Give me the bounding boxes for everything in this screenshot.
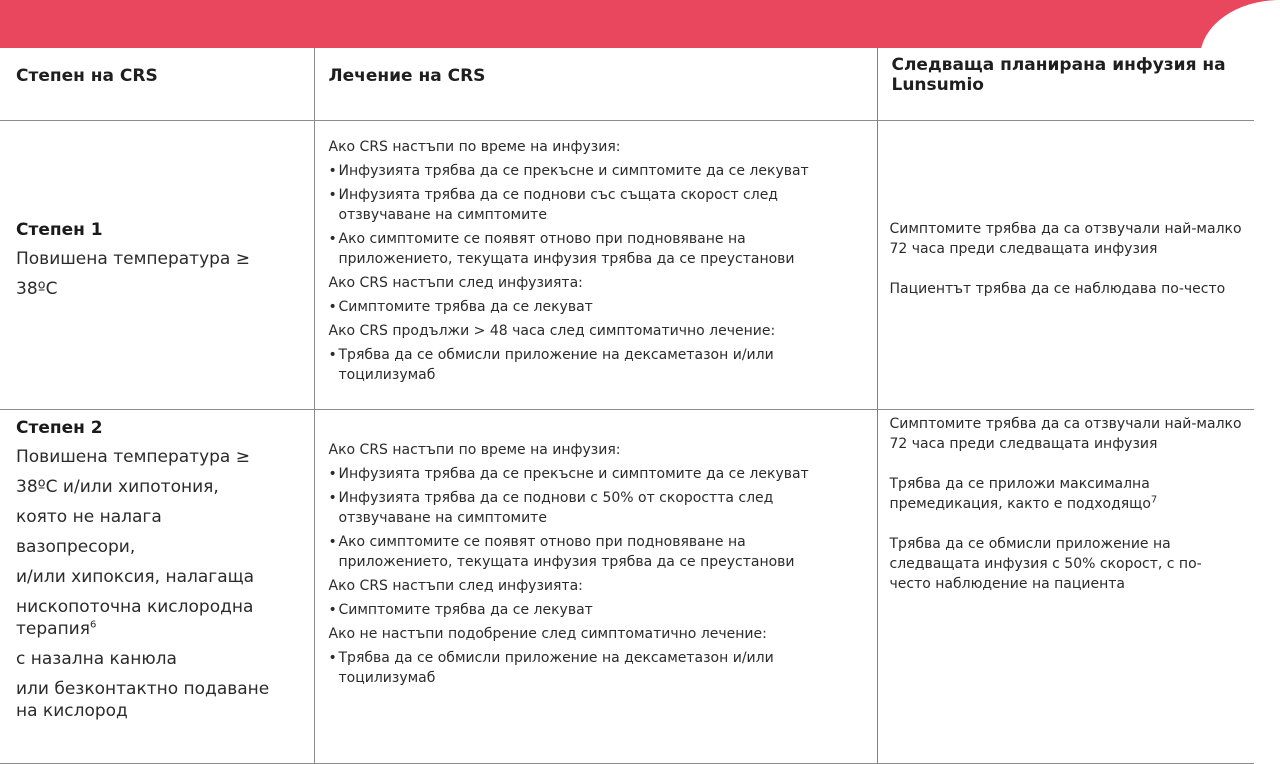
grade-description-line: и/или хипоксия, налагаща [16,567,255,587]
grade-description-line: вазопресори, [16,537,136,557]
treatment-cell [314,410,877,764]
bullet-icon: • [328,602,337,618]
grade-title: Степен 2 [16,418,103,438]
next-infusion-note: Трябва да се обмисли приложение на следващата инфузия с 50% скорост, с по-често наблюдение на пациента [889,536,1202,592]
grade-cell [0,410,314,764]
column-header-treatment: Лечение на CRS [314,48,877,121]
grade-title: Степен 1 [16,220,103,240]
next-infusion-cell [877,410,1254,764]
bullet-icon: • [328,299,337,315]
top-accent-band [0,0,1280,48]
bullet-icon: • [328,163,337,179]
treatment-bullet: • Трябва да се обмисли приложение на дексаметазон и/или тоцилизумаб [328,650,774,686]
treatment-intro: Ако CRS настъпи по време на инфузия: [328,442,621,458]
grade-description-line: нископоточна кислородна терапия$^6$ [16,597,254,639]
treatment-intro: Ако CRS продължи > 48 часа след симптоматично лечение: [328,323,776,339]
footnote-reference: 7 [1150,494,1158,506]
grade-description-line: с назална канюла [16,649,177,669]
treatment-bullet: • Инфузията трябва да се прекъсне и симптомите да се лекуват [328,163,809,179]
grade-description-line: Повишена температура ≥ [16,447,250,467]
grade-description-line: Повишена температура ≥ [16,249,250,269]
treatment-bullet: • Инфузията трябва да се прекъсне и симптомите да се лекуват [328,466,809,482]
bullet-icon: • [328,534,337,550]
grade-description-line: която не налага [16,507,162,527]
next-infusion-note: Трябва да се приложи максимална премедикация, както е подходящо$^7$ [889,476,1158,512]
table-header-row [0,48,1254,121]
treatment-intro: Ако CRS настъпи след инфузията: [328,578,583,594]
next-infusion-cell [877,121,1254,410]
treatment-intro: Ако CRS настъпи след инфузията: [328,275,583,291]
bullet-icon: • [328,650,337,666]
bullet-icon: • [328,490,337,506]
treatment-bullet: • Инфузията трябва да се поднови със същата скорост след отзвучаване на симптомите [328,187,778,223]
grade-description-line: 38ºC и/или хипотония, [16,477,219,497]
grade-cell [0,121,314,410]
table-row-grade-1 [0,121,1254,410]
grade-description-line: или безконтактно подаване на кислород [16,679,270,721]
treatment-bullet: • Симптомите трябва да се лекуват [328,602,593,618]
column-header-next-infusion-line2: Lunsumio [891,75,984,95]
column-header-grade: Степен на CRS [0,48,314,121]
table-row-grade-2 [0,410,1254,764]
next-infusion-note: Пациентът трябва да се наблюдава по-често [889,281,1226,297]
treatment-cell [314,121,877,410]
treatment-bullet: • Ако симптомите се появят отново при подновяване на приложението, текущата инфузия трябва да се преустанови [328,534,795,570]
treatment-bullet: • Симптомите трябва да се лекуват [328,299,593,315]
column-header-next-infusion [877,48,1254,121]
treatment-bullet: • Трябва да се обмисли приложение на дексаметазон и/или тоцилизумаб [328,347,774,383]
footnote-reference: 6 [89,619,97,631]
bullet-icon: • [328,231,337,247]
next-infusion-note: Симптомите трябва да са отзвучали най-малко 72 часа преди следващата инфузия [889,221,1242,257]
column-header-next-infusion-line1: Следваща планирана инфузия на [891,55,1226,75]
bullet-icon: • [328,187,337,203]
treatment-bullet: • Инфузията трябва да се поднови с 50% от скоростта след отзвучаване на симптомите [328,490,774,526]
grade-description-line: 38ºC [16,279,58,299]
next-infusion-note: Симптомите трябва да са отзвучали най-малко 72 часа преди следващата инфузия [889,416,1242,452]
bullet-icon: • [328,466,337,482]
bullet-icon: • [328,347,337,363]
treatment-intro: Ако не настъпи подобрение след симптоматично лечение: [328,626,767,642]
treatment-bullet: • Ако симптомите се появят отново при подновяване на приложението, текущата инфузия трябва да се преустанови [328,231,795,267]
treatment-intro: Ако CRS настъпи по време на инфузия: [328,139,621,155]
crs-management-table [0,48,1254,764]
